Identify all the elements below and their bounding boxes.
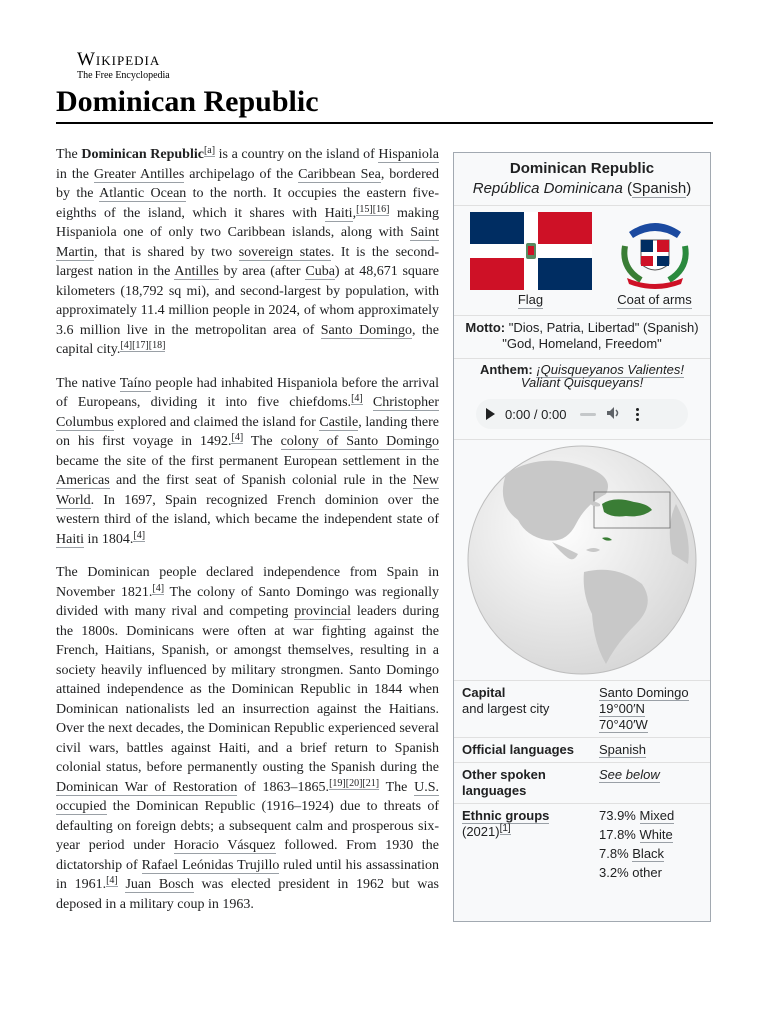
bold-term: Dominican Republic xyxy=(81,147,204,162)
link-saint-martin[interactable]: Saint Martin xyxy=(56,225,439,260)
flag-image[interactable] xyxy=(470,212,592,290)
wikipedia-logo[interactable] xyxy=(77,50,170,82)
row-official-languages xyxy=(454,738,710,763)
link-juan-bosch[interactable]: Juan Bosch xyxy=(125,877,194,892)
citation-link[interactable]: [4] xyxy=(133,529,146,541)
infobox xyxy=(453,152,711,922)
link-greater-antilles[interactable]: Greater Antilles xyxy=(93,166,185,182)
link-official-language[interactable]: Spanish xyxy=(599,742,646,757)
citation-link[interactable]: [4] xyxy=(152,582,165,594)
link-castile[interactable]: Castile xyxy=(319,414,359,430)
citation-link[interactable]: [4] xyxy=(231,432,244,443)
audio-player[interactable] xyxy=(476,399,688,429)
flag-figure xyxy=(470,212,592,309)
logo-tagline: The Free Encyclopedia xyxy=(77,70,170,81)
ethnic-groups-label: Ethnic groups (2021)[1] xyxy=(462,808,550,839)
motto-section xyxy=(454,316,710,359)
ethnic-groups-list xyxy=(599,808,702,884)
motto-spanish: "Dios, Patria, Libertad" xyxy=(508,320,640,335)
citation-link[interactable]: [18] xyxy=(148,340,166,351)
audio-time: 0:00 / 0:00 xyxy=(505,406,567,422)
citation-link[interactable]: [15] xyxy=(356,203,373,215)
infobox-title: Dominican Republic xyxy=(509,160,655,177)
citation-link[interactable]: [19] xyxy=(329,777,346,789)
flag-caption[interactable]: Flag xyxy=(517,292,544,307)
citation-link[interactable]: [4] xyxy=(106,875,118,886)
link-americas[interactable]: Americas xyxy=(56,473,110,488)
native-name: República Dominicana (Spanish) xyxy=(472,180,692,197)
link-provincial[interactable]: provincial xyxy=(294,604,352,619)
ethnic-item: 17.8% White xyxy=(599,827,673,842)
link-see-below[interactable]: See below xyxy=(599,767,660,782)
link-cuba[interactable]: Cuba xyxy=(305,264,335,279)
play-icon[interactable] xyxy=(486,408,495,420)
link-capital[interactable]: Santo Domingo xyxy=(599,685,689,700)
citation-link[interactable]: [4] xyxy=(351,393,363,404)
capital-label: Capital and largest city xyxy=(462,685,550,716)
link-santo-domingo[interactable]: Santo Domingo xyxy=(320,322,412,338)
citation-link[interactable]: [20] xyxy=(345,777,363,789)
link-ethnic-black[interactable]: Black xyxy=(632,846,665,861)
anthem-english: Valiant Quisqueyans! xyxy=(520,375,644,390)
link-war-of-restoration[interactable]: Dominican War of Restoration xyxy=(56,779,238,795)
ethnic-item: 73.9% Mixed xyxy=(599,808,675,823)
infobox-header xyxy=(454,153,710,206)
motto-label: Motto: xyxy=(465,320,506,335)
link-taino[interactable]: Taíno xyxy=(119,375,152,391)
link-coordinate-w[interactable]: 70°40′W xyxy=(599,717,648,732)
citation-link[interactable]: [16] xyxy=(372,203,390,215)
motto-english: "God, Homeland, Freedom" xyxy=(502,336,662,351)
citation-link[interactable]: [17] xyxy=(132,340,149,351)
link-haiti[interactable]: Haiti xyxy=(56,531,84,547)
row-ethnic-groups xyxy=(454,804,710,888)
anthem-section xyxy=(454,359,710,440)
citation-link[interactable]: [21] xyxy=(362,777,380,789)
link-colony-santo-domingo[interactable]: colony of Santo Domingo xyxy=(280,434,440,449)
link-ethnic-mixed[interactable]: Mixed xyxy=(639,808,675,823)
motto-language: (Spanish) xyxy=(642,320,699,335)
coat-of-arms-image[interactable] xyxy=(615,212,695,292)
official-languages-label: Official languages xyxy=(462,742,574,757)
link-caribbean-sea[interactable]: Caribbean Sea xyxy=(298,166,381,182)
link-anthem[interactable]: ¡Quisqueyanos Valientes! xyxy=(536,362,684,377)
link-us-occupation[interactable]: U.S. occupied xyxy=(56,779,439,814)
link-christopher-columbus[interactable]: Christopher Columbus xyxy=(56,395,440,430)
link-antilles[interactable]: Antilles xyxy=(174,264,219,279)
anthem-label: Anthem: xyxy=(479,362,533,377)
ethnic-item: 3.2% other xyxy=(599,865,662,880)
citation-link[interactable]: [4] xyxy=(120,340,133,351)
infobox-images xyxy=(454,206,710,316)
logo-wordmark: Wikipedia xyxy=(77,49,161,70)
citation-link[interactable]: [1] xyxy=(499,823,511,834)
volume-icon[interactable] xyxy=(606,406,622,422)
link-ethnic-groups[interactable]: Ethnic groups xyxy=(462,808,550,823)
coat-of-arms-caption[interactable]: Coat of arms xyxy=(617,292,692,307)
more-options-icon[interactable] xyxy=(636,408,639,421)
paragraph-independence: The Dominican people declared independence from Spain in November 1821.[4] The colony of Santo Domingo was regionally divided with many rival and competing provincial leaders during the 1800s. Dominicans were often at war fighting against the French, Haitians, Spanish, or amongst themselves, resulting in a society heavily influenced by military strongmen. Santo Domingo attained independence as the Dominican Republic in 1844 when Dominican nationalists led an insurrection against the Haitians. Over the next decades, the Dominican Republic experienced several civil wars, battles against Haiti, and a brief return to Spanish colonial status, before permanently ousting the Spanish during the Dominican War of Restoration of 1863–1865.[19][20][21] The U.S. occupied the Dominican Republic (1916–1924) due to threats of defaulting on foreign debts; a subsequent calm and prosperous six-year period under Horacio Vásquez followed. From 1930 the dictatorship of Rafael Leónidas Trujillo ruled until his assassination in 1961.[4] Juan Bosch was elected president in 1962 but was deposed in a military coup in 1963. xyxy=(56,565,440,912)
paragraph-intro: The Dominican Republic[a] is a country on the island of Hispaniola in the Greater Antilles archipelago of the Caribbean Sea, bordered by the Atlantic Ocean to the north. It occupies the eastern five-eighths of the island, which it shares with Haiti,[15][16] making Hispaniola one of only two Caribbean islands, along with Saint Martin, that is shared by two sovereign states. It is the second-largest nation in the Antilles by area (after Cuba) at 48,671 square kilometers (18,792 sq mi), and second-largest by population, with approximately 11.4 million people in 2024, of whom approximately 3.6 million live in the metropolitan area of Santo Domingo, the capital city.[4][17][18] xyxy=(56,145,440,357)
link-horacio-vasquez[interactable]: Horacio Vásquez xyxy=(173,838,276,853)
ethnic-item: 7.8% Black xyxy=(599,846,665,861)
location-map xyxy=(454,440,710,681)
link-trujillo[interactable]: Rafael Leónidas Trujillo xyxy=(141,857,280,873)
link-hispaniola[interactable]: Hispaniola xyxy=(378,147,439,162)
title-divider xyxy=(56,122,713,124)
link-new-world[interactable]: New World xyxy=(56,473,439,508)
link-haiti[interactable]: Haiti xyxy=(324,205,353,221)
link-atlantic-ocean[interactable]: Atlantic Ocean xyxy=(99,186,187,201)
capital-value xyxy=(599,685,702,733)
coat-of-arms-figure xyxy=(615,212,695,309)
page-title: Dominican Republic xyxy=(56,85,319,118)
orthographic-globe-map[interactable] xyxy=(466,444,698,676)
link-coordinate-n[interactable]: 19°00′N xyxy=(599,701,645,716)
link-sovereign-states[interactable]: sovereign states xyxy=(238,244,331,260)
link-ethnic-white[interactable]: White xyxy=(639,827,673,842)
citation-link[interactable]: [a] xyxy=(203,145,216,156)
row-capital xyxy=(454,681,710,738)
paragraph-history: The native Taíno people had inhabited Hispaniola before the arrival of Europeans, dividing it into five chiefdoms.[4] Christopher Columbus explored and claimed the island for Castile, landing there on his first voyage in 1492.[4] The colony of Santo Domingo became the site of the first permanent European settlement in the Americas and the first seat of Spanish colonial rule in the New World. In 1697, Spain recognized French dominion over the western third of the island, which became the independent state of Haiti in 1804.[4] xyxy=(56,375,440,547)
row-other-languages xyxy=(454,763,710,804)
other-languages-label: Other spoken languages xyxy=(462,767,546,798)
link-spanish-language[interactable]: Spanish xyxy=(632,180,687,197)
article-body xyxy=(56,145,439,928)
audio-progress-bar[interactable] xyxy=(580,413,596,416)
